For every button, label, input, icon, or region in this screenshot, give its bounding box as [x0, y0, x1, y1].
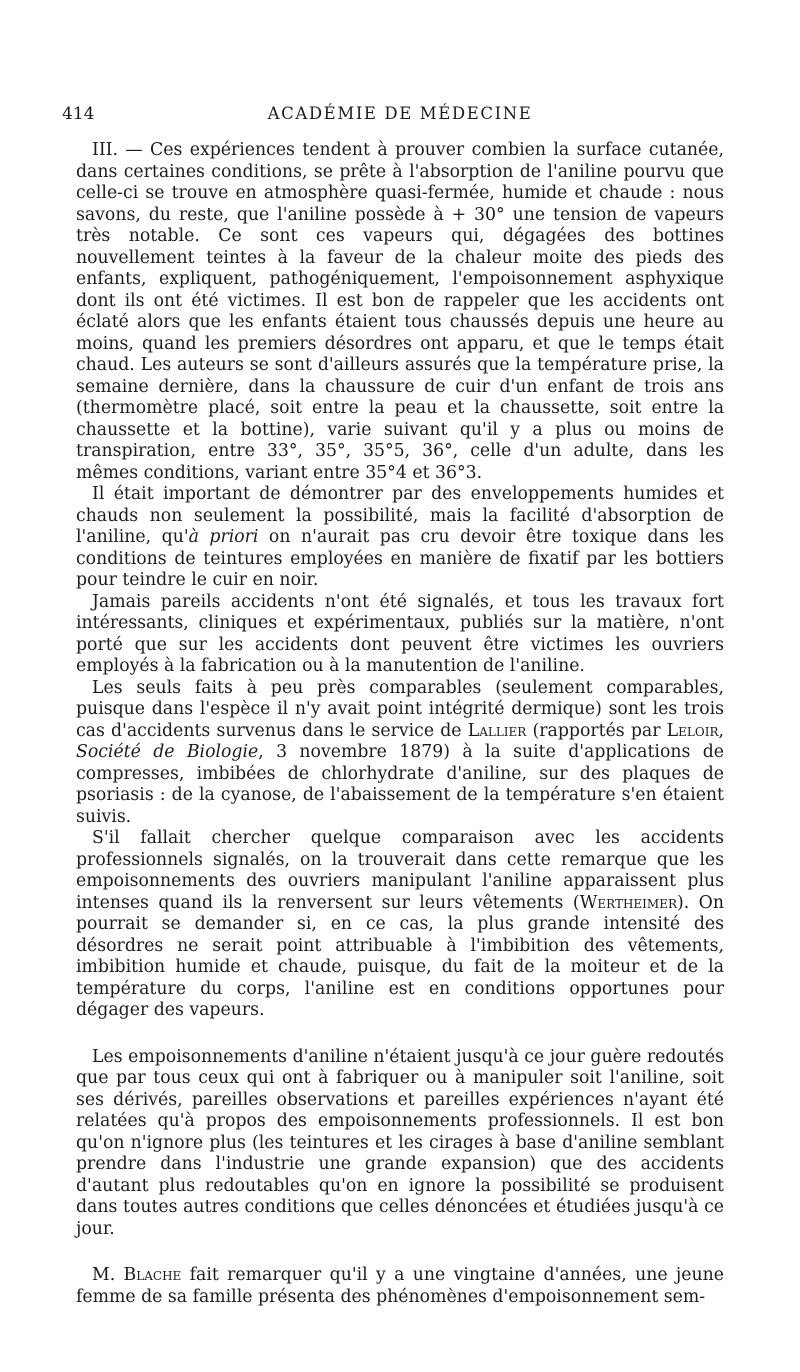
author-name-wertheimer: Wertheimer: [579, 892, 678, 913]
p2-text-end: on n'aurait pas cru devoir être toxique dans les conditions de teintures employées en manière de fixatif par les bottiers pour teindre le cuir en noir.: [76, 527, 725, 590]
author-name-lallier: Lallier: [467, 720, 527, 741]
paragraph-3: Jamais pareils accidents n'ont été signalés, et tous les travaux fort intéressants, cliniques et expérimentaux, publiés sur la matière, n'ont porté que sur les accidents dont peuvent être victimes les ouvriers employés à la fabrication ou à la manutention de l'aniline.: [76, 591, 724, 676]
paragraph-2: [76, 484, 724, 592]
p7-text-2: fait remarquer qu'il y a une vingtaine d'années, une jeune femme de sa famille présenta des phénomènes d'empoisonnement sem-: [76, 1265, 724, 1307]
p4-text-4: , 3 novembre 1879) à la suite d'applications de compresses, imbibées de chlorhydrate d'aniline, sur des plaques de psoriasis : de la cyanose, de l'abaissement de la température s'en étaient suivis.: [76, 742, 724, 827]
p7-text-1: M.: [92, 1265, 124, 1285]
page-number: 414: [62, 104, 95, 124]
paragraph-5: [76, 828, 724, 1022]
p2-italic-phrase: à priori: [188, 527, 259, 547]
speaker-name-blache: Blache: [123, 1265, 182, 1285]
p2-text-start: Il était important de démontrer par des enveloppements humides et chauds non seulement la possibilité, mais la facilité d'absorption de l'aniline, qu': [76, 484, 724, 547]
running-head: [62, 104, 738, 128]
paragraph-1: III. — Ces expériences tendent à prouver combien la surface cutanée, dans certaines conditions, se prête à l'absorption de l'aniline pourvu que celle-ci se trouve en atmosphère quasi-fermée, humide et chaude : nous savons, du reste, que l'aniline possède à + 30° une tension de vapeurs très notable. Ce sont ces vapeurs qui, dégagées des bottines nouvellement teintes à la faveur de la chaleur moite des pieds des enfants, expliquent, pathogéniquement, l'empoisonnement asphyxique dont ils ont été victimes. Il est bon de rappeler que les accidents ont éclaté alors que les enfants étaient tous chaussés depuis une heure au moins, quand les premiers désordres ont apparu, et que le temps était chaud. Les auteurs se sont d'ailleurs assurés que la température prise, la semaine dernière, dans la chaussure de cuir d'un enfant de trois ans (thermomètre placé, soit entre la peau et la chaussette, soit entre la chaussette et la bottine), varie suivant qu'il y a plus ou moins de transpiration, entre 33°, 35°, 35°5, 36°, celle d'un adulte, dans les mêmes conditions, variant entre 35°4 et 36°3.: [76, 140, 724, 483]
running-title: ACADÉMIE DE MÉDECINE: [267, 104, 533, 123]
p4-text-2: (rapportés par: [526, 720, 667, 741]
paragraph-6: Les empoisonnements d'aniline n'étaient jusqu'à ce jour guère redoutés que par tous ceux qui ont à fabriquer ou à manipuler soit l'aniline, soit ses dérivés, pareilles observations et pareilles expériences n'ayant été relatées qu'à propos des empoisonnements professionnels. Il est bon qu'on n'ignore plus (les teintures et les cirages à base d'aniline semblant prendre dans l'industrie une grande expansion) que des accidents d'autant plus redoutables qu'on en ignore la possibilité se produisent dans toutes autres conditions que celles dénoncées et étudiées jusqu'à ce jour.: [76, 1046, 724, 1239]
paragraph-4: [76, 678, 724, 829]
p5-text-2: ). On pourrait se demander si, en ce cas, la plus grande intensité des désordres ne serait point attribuable à l'imbibition des vêtements, imbibition humide et chaude, puisque, du fait de la moiteur et de la température du corps, l'aniline est en conditions opportunes pour dégager des vapeurs.: [76, 892, 724, 1020]
p4-text-3: ,: [718, 720, 724, 741]
p4-text-1: Les seuls faits à peu près comparables (seulement comparables, puisque dans l'espèce il n'y avait point intégrité dermique) sont les trois cas d'accidents survenus dans le service de: [76, 677, 724, 741]
p5-text-1: S'il fallait chercher quelque comparaison avec les accidents professionnels signalés, on la trouverait dans cette remarque que les empoisonnements des ouvriers manipulant l'aniline apparaissent plus intenses quand ils la renversent sur leurs vêtements (: [76, 828, 724, 913]
paragraph-7: [76, 1265, 724, 1308]
body-text: [76, 140, 724, 1308]
author-name-leloir: Leloir: [666, 720, 719, 741]
journal-title: Société de Biologie: [76, 742, 259, 762]
